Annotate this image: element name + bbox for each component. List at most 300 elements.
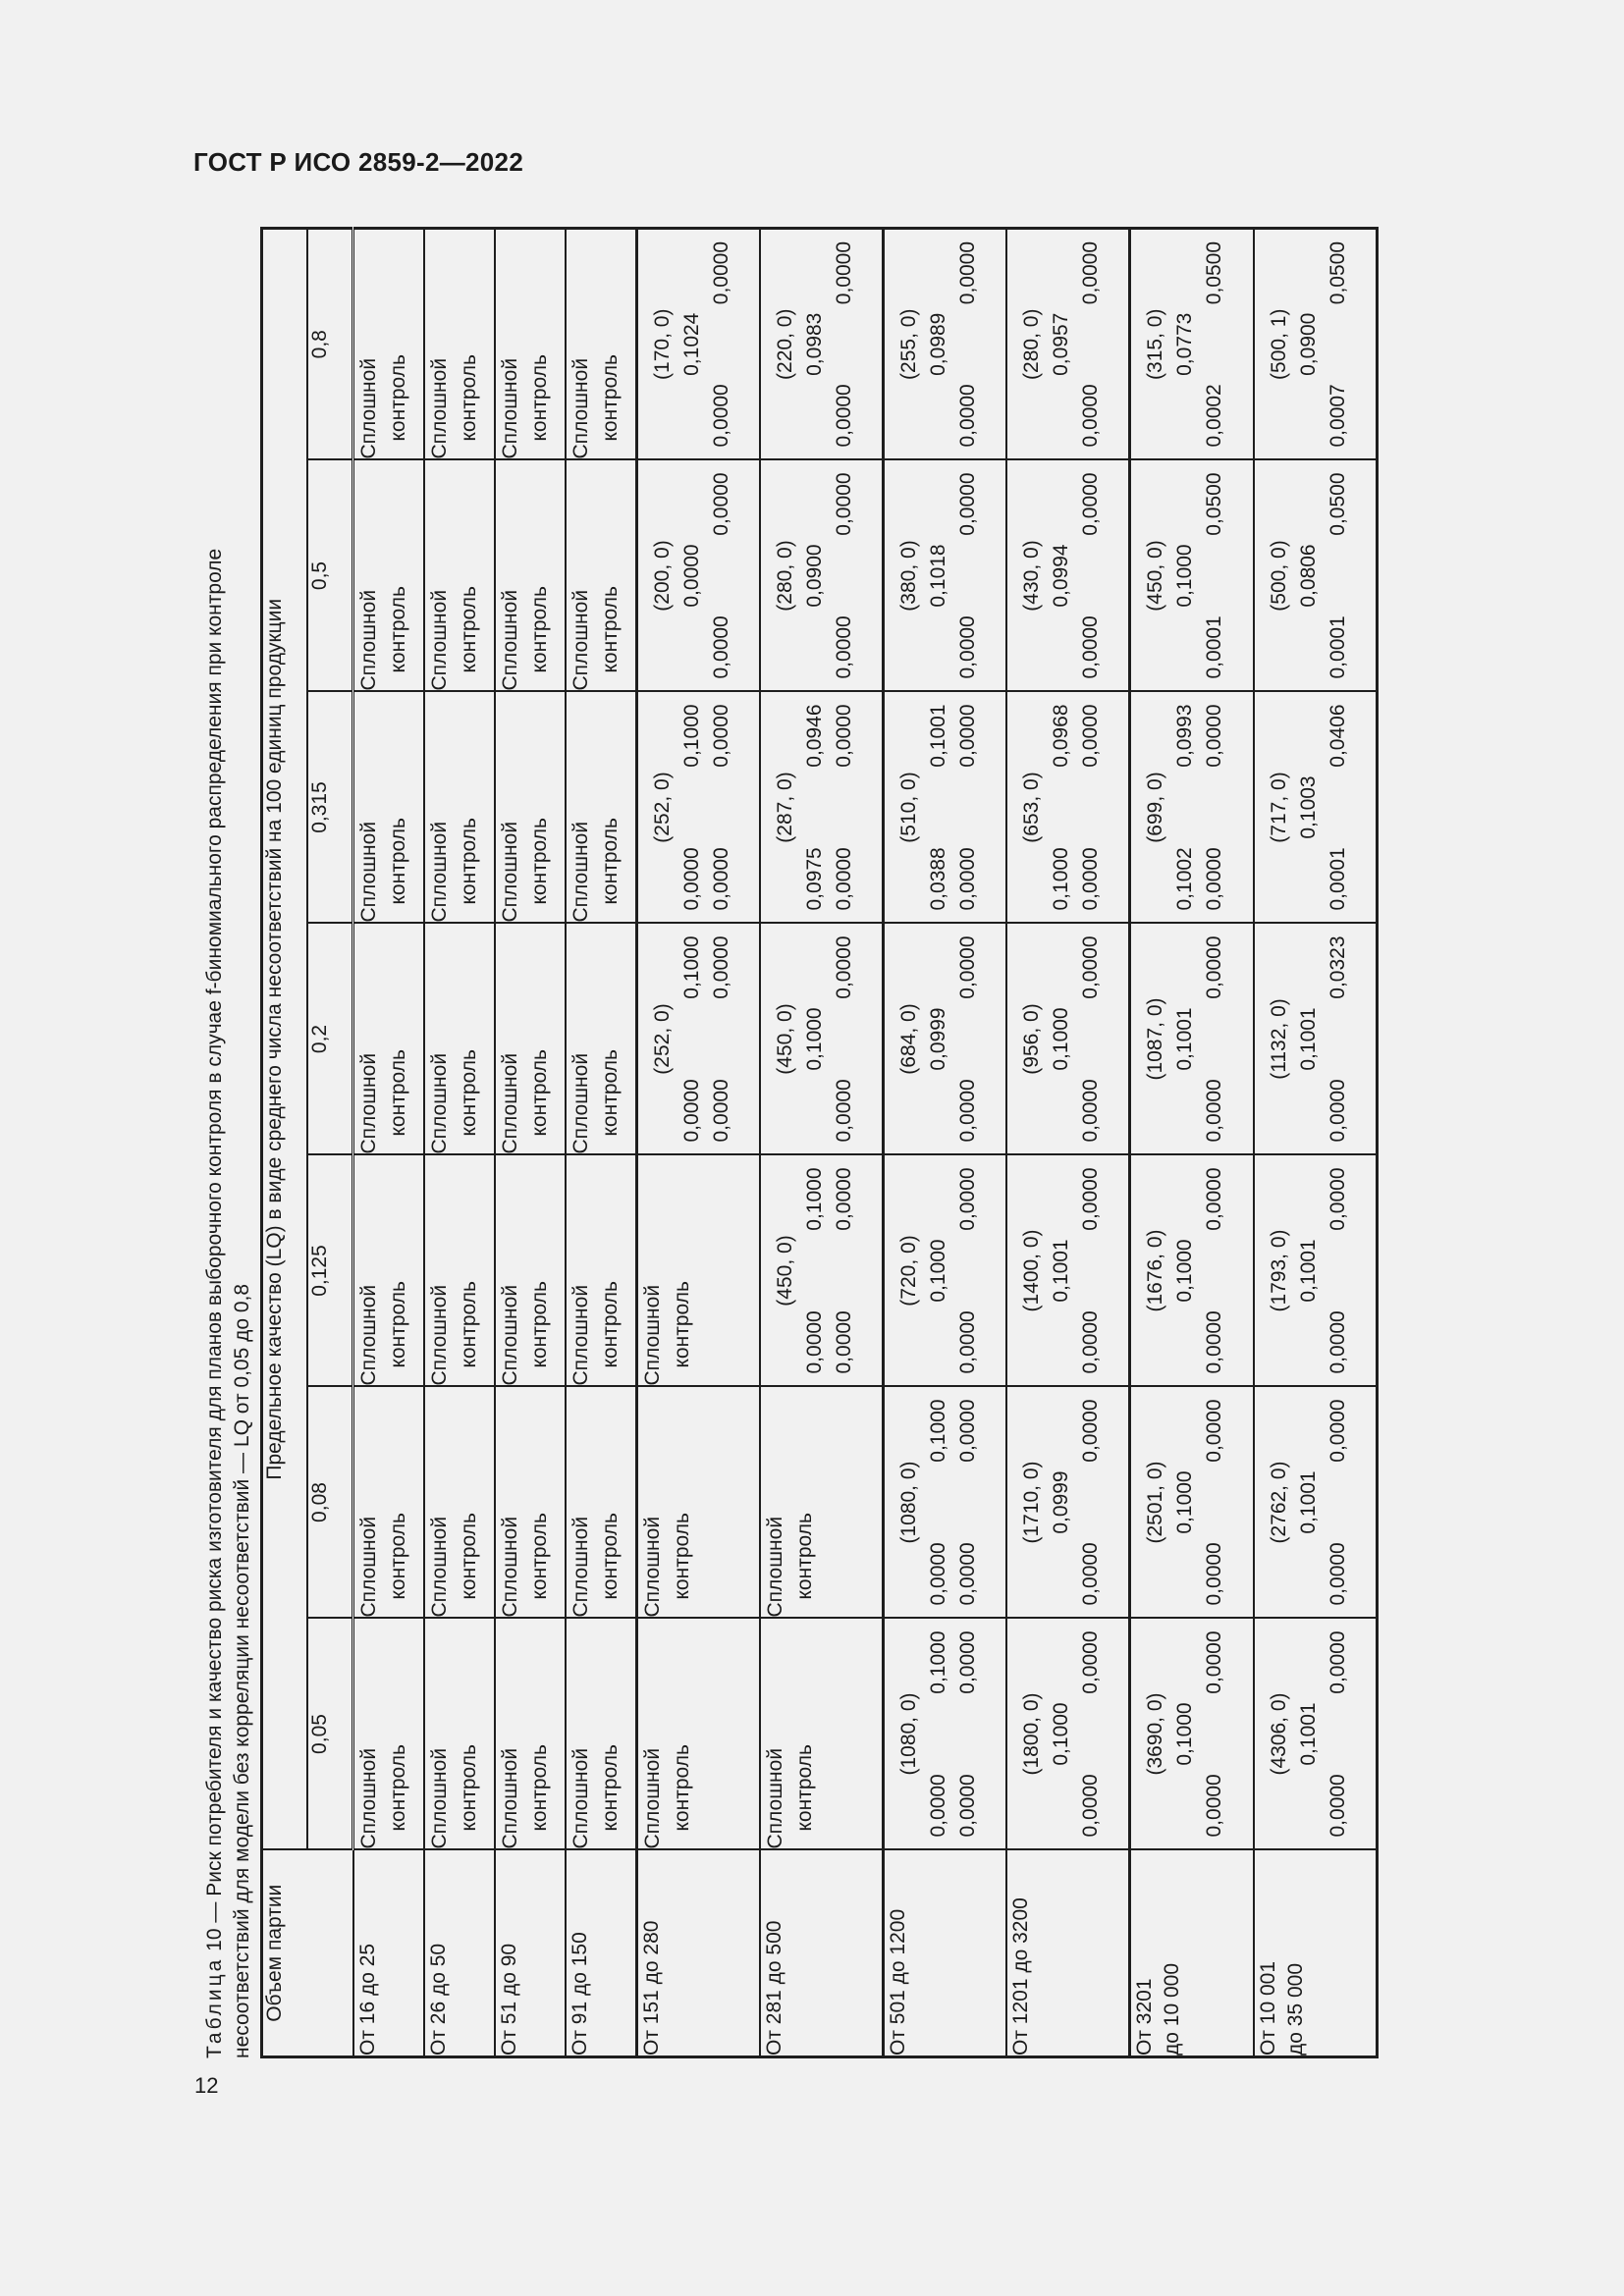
- lot-size-text: От 91 до 150: [568, 1932, 591, 2056]
- lq-column-header: 0,5: [307, 460, 353, 692]
- full-control-line2: контроль: [792, 1744, 816, 1832]
- sampling-plan-nc: (2501, 0): [1144, 1461, 1167, 1544]
- lot-size-cell: [495, 1850, 566, 2057]
- sampling-plan-nc: (4306, 0): [1267, 1692, 1290, 1776]
- lot-size-text: до 35 000: [1283, 1963, 1307, 2056]
- producer-quality-right: 0,0000: [1203, 704, 1226, 768]
- full-control-line2: контроль: [527, 354, 551, 442]
- lq-column-header: 0,05: [307, 1619, 353, 1850]
- table-container: [260, 228, 1379, 2058]
- consumer-risk-value: 0,1000: [927, 1239, 949, 1303]
- lot-size-cell: [884, 1850, 1007, 2057]
- sampling-plan-cell: [636, 229, 760, 460]
- plan-values: [638, 461, 759, 691]
- full-control-line2: контроль: [598, 1281, 622, 1368]
- producer-quality-right: 0,0000: [956, 935, 979, 999]
- risk-value-right: 0,0946: [802, 704, 826, 768]
- sampling-plan-nc: (720, 0): [897, 1235, 920, 1307]
- producer-quality-right: 0,0000: [1079, 1630, 1103, 1694]
- sampling-plan-nc: (450, 0): [773, 1235, 796, 1307]
- plan-values: [1255, 461, 1376, 691]
- producer-quality-right: 0,0000: [1326, 1399, 1349, 1463]
- sampling-plan-nc: (684, 0): [897, 1003, 920, 1075]
- table-row: [884, 229, 1007, 2057]
- lot-size-text: От 151 до 280: [639, 1920, 663, 2056]
- plan-values: [761, 461, 882, 691]
- sampling-plan-cell: [760, 229, 884, 460]
- producer-quality-right: 0,0000: [1079, 241, 1103, 305]
- sampling-plan-nc: (500, 0): [1267, 540, 1290, 612]
- sampling-plan-cell: [1254, 692, 1378, 924]
- full-control-line1: Сплошной: [568, 1747, 592, 1849]
- full-control-cell: [566, 1387, 636, 1619]
- plan-values: [885, 693, 1005, 923]
- sampling-plan-cell: [1130, 1387, 1254, 1619]
- plan-values: [1255, 230, 1376, 459]
- producer-quality-left: 0,0000: [956, 615, 979, 679]
- full-control-line2: контроль: [598, 1513, 622, 1600]
- full-control-line2: контроль: [598, 1049, 622, 1137]
- sampling-plan-cell: [636, 924, 760, 1155]
- sampling-plan-cell: [760, 924, 884, 1155]
- lot-size-text: От 51 до 90: [497, 1943, 520, 2056]
- consumer-risk-value: 0,1001: [1296, 1239, 1320, 1303]
- full-control-line2: контроль: [670, 1744, 693, 1832]
- table-row: [353, 229, 424, 2057]
- consumer-risk-value: 0,1018: [927, 544, 949, 608]
- full-control-cell: [566, 229, 636, 460]
- producer-quality-right: 0,0000: [1079, 1167, 1103, 1231]
- lot-size-cell: [1130, 1850, 1254, 2057]
- sampling-plan-nc: (200, 0): [650, 540, 674, 612]
- full-control-line1: Сплошной: [640, 1747, 664, 1849]
- sampling-plan-nc: (2762, 0): [1267, 1461, 1290, 1544]
- full-control-line2: контроль: [387, 1281, 409, 1368]
- table-row: [636, 229, 760, 2057]
- risk-value-right: 0,1000: [927, 1399, 949, 1463]
- lq-column-header: 0,125: [307, 1155, 353, 1387]
- consumer-risk-value: 0,1003: [1296, 775, 1320, 839]
- plan-values: [1255, 1620, 1376, 1849]
- sampling-plan-cell: [1130, 1155, 1254, 1387]
- producer-quality-right: 0,0000: [1079, 1399, 1103, 1463]
- producer-quality-left: 0,0000: [1326, 1542, 1349, 1606]
- full-control-line2: контроль: [598, 586, 622, 673]
- sampling-plan-nc: (1087, 0): [1144, 997, 1167, 1081]
- lq-column-header: 0,08: [307, 1387, 353, 1619]
- risk-value-left: 0,0000: [679, 1079, 703, 1143]
- full-control-cell: [566, 460, 636, 692]
- lot-size-text: От 281 до 500: [762, 1920, 785, 2056]
- plan-values: [1007, 1620, 1128, 1849]
- producer-quality-right: 0,0406: [1326, 704, 1349, 768]
- plan-values: [1007, 1388, 1128, 1618]
- producer-quality-right: 0,0000: [832, 241, 855, 305]
- producer-quality-right: 0,0323: [1326, 935, 1349, 999]
- producer-quality-right: 0,0000: [1079, 935, 1103, 999]
- lot-size-cell: [1006, 1850, 1130, 2057]
- producer-quality-right: 0,0000: [956, 1399, 979, 1463]
- full-control-line2: контроль: [457, 1744, 480, 1832]
- risk-value-left: 0,0000: [679, 847, 703, 911]
- plan-values: [638, 693, 759, 923]
- sampling-plan-cell: [1254, 460, 1378, 692]
- full-control-line2: контроль: [792, 1513, 816, 1600]
- producer-quality-left: 0,0000: [1203, 1079, 1226, 1143]
- table-row: [495, 229, 566, 2057]
- sampling-plan-nc: (1793, 0): [1267, 1229, 1290, 1312]
- full-control-cell: [424, 692, 495, 924]
- producer-quality-left: 0,0000: [1079, 615, 1103, 679]
- producer-quality-right: 0,0000: [1326, 1630, 1349, 1694]
- full-control-line1: Сплошной: [568, 1284, 592, 1386]
- risk-value-left: 0,0000: [927, 1542, 949, 1606]
- plan-values: [761, 230, 882, 459]
- producer-quality-left: 0,0000: [1079, 1774, 1103, 1838]
- plan-values: [1007, 1156, 1128, 1386]
- lot-size-text: От 26 до 50: [426, 1943, 450, 2056]
- full-control-line2: контроль: [457, 354, 480, 442]
- risk-value-left: 0,1002: [1173, 847, 1197, 911]
- producer-quality-right: 0,0000: [709, 241, 732, 305]
- full-control-line2: контроль: [457, 818, 480, 905]
- consumer-risk-value: 0,1001: [1296, 1470, 1320, 1534]
- table-row: [1254, 229, 1378, 2057]
- sampling-plan-cell: [884, 460, 1007, 692]
- full-control-line1: Сплошной: [568, 1516, 592, 1618]
- producer-quality-right: 0,0000: [709, 704, 732, 768]
- full-control-line1: Сплошной: [498, 357, 521, 459]
- full-control-cell: [760, 1387, 884, 1619]
- producer-quality-left: 0,0000: [709, 384, 732, 448]
- risk-value-right: 0,0968: [1050, 704, 1073, 768]
- plan-values: [1131, 1388, 1252, 1618]
- producer-quality-left: 0,0000: [1326, 1774, 1349, 1838]
- sampling-plan-nc: (252, 0): [650, 1003, 674, 1075]
- producer-quality-right: 0,0000: [709, 472, 732, 536]
- producer-quality-right: 0,0000: [1203, 935, 1226, 999]
- sampling-plan-nc: (1400, 0): [1020, 1229, 1044, 1312]
- sampling-plan-nc: (450, 0): [1144, 540, 1167, 612]
- document-header: ГОСТ Р ИСО 2859-2—2022: [193, 147, 524, 177]
- consumer-risk-value: 0,0957: [1050, 312, 1073, 376]
- sampling-plan-cell: [1006, 1387, 1130, 1619]
- producer-quality-left: 0,0000: [1079, 847, 1103, 911]
- full-control-line1: Сплошной: [640, 1516, 664, 1618]
- full-control-line1: Сплошной: [357, 357, 380, 459]
- full-control-line1: Сплошной: [427, 1052, 451, 1154]
- risk-value-left: 0,0000: [802, 1310, 826, 1374]
- sampling-plan-nc: (280, 0): [1020, 308, 1044, 380]
- producer-quality-left: 0,0000: [832, 1079, 855, 1143]
- full-control-line1: Сплошной: [498, 1516, 521, 1618]
- full-control-line1: Сплошной: [427, 1747, 451, 1849]
- producer-quality-left: 0,0000: [956, 1774, 979, 1838]
- full-control-line1: Сплошной: [357, 1284, 380, 1386]
- producer-quality-right: 0,0000: [1203, 1630, 1226, 1694]
- producer-quality-left: 0,0000: [956, 1079, 979, 1143]
- risk-value-left: 0,0000: [927, 1774, 949, 1838]
- producer-quality-right: 0,0000: [832, 472, 855, 536]
- producer-quality-left: 0,0000: [709, 847, 732, 911]
- sampling-plan-cell: [636, 460, 760, 692]
- consumer-risk-value: 0,1000: [1050, 1007, 1073, 1071]
- consumer-risk-value: 0,1024: [679, 312, 703, 376]
- full-control-cell: [353, 460, 424, 692]
- producer-quality-right: 0,0500: [1203, 472, 1226, 536]
- lot-size-cell: [566, 1850, 636, 2057]
- full-control-line2: контроль: [457, 586, 480, 673]
- plan-values: [885, 1156, 1005, 1386]
- plan-values: [1131, 230, 1252, 459]
- lot-size-header: Объем партии: [262, 1850, 353, 2057]
- full-control-cell: [495, 924, 566, 1155]
- full-control-line2: контроль: [527, 818, 551, 905]
- full-control-cell: [353, 1387, 424, 1619]
- producer-quality-right: 0,0000: [956, 1167, 979, 1231]
- caption-label: Таблица: [203, 1956, 226, 2058]
- full-control-line1: Сплошной: [427, 357, 451, 459]
- full-control-cell: [424, 460, 495, 692]
- producer-quality-left: 0,0001: [1326, 615, 1349, 679]
- lq-column-header: 0,8: [307, 229, 353, 460]
- plan-values: [1007, 693, 1128, 923]
- sampling-plan-cell: [884, 229, 1007, 460]
- lot-size-cell: [636, 1850, 760, 2057]
- sampling-plan-cell: [884, 924, 1007, 1155]
- sampling-plan-nc: (380, 0): [897, 540, 920, 612]
- sampling-plan-cell: [760, 1155, 884, 1387]
- sampling-plan-nc: (280, 0): [773, 540, 796, 612]
- producer-quality-left: 0,0000: [1079, 1079, 1103, 1143]
- sampling-plan-cell: [1006, 1619, 1130, 1850]
- full-control-cell: [566, 692, 636, 924]
- sampling-plan-cell: [1130, 924, 1254, 1155]
- table-row: [1130, 229, 1254, 2057]
- full-control-line1: Сплошной: [427, 1516, 451, 1618]
- consumer-risk-value: 0,0989: [927, 312, 949, 376]
- plan-values: [1007, 461, 1128, 691]
- lot-size-cell: [353, 1850, 424, 2057]
- sampling-plan-nc: (699, 0): [1144, 772, 1167, 843]
- producer-quality-left: 0,0000: [832, 847, 855, 911]
- producer-quality-left: 0,0000: [1203, 1774, 1226, 1838]
- risk-value-left: 0,0975: [802, 847, 826, 911]
- sampling-plan-cell: [884, 1387, 1007, 1619]
- producer-quality-left: 0,0007: [1326, 384, 1349, 448]
- risk-value-right: 0,1000: [802, 1167, 826, 1231]
- producer-quality-right: 0,0000: [1203, 1399, 1226, 1463]
- full-control-line1: Сплошной: [763, 1516, 786, 1618]
- full-control-line2: контроль: [457, 1049, 480, 1137]
- producer-quality-right: 0,0000: [956, 1630, 979, 1694]
- plan-values: [1255, 693, 1376, 923]
- full-control-line1: Сплошной: [568, 821, 592, 923]
- full-control-line1: Сплошной: [568, 589, 592, 691]
- sampling-plan-cell: [1006, 692, 1130, 924]
- full-control-cell: [424, 1387, 495, 1619]
- producer-quality-left: 0,0000: [1203, 1542, 1226, 1606]
- consumer-risk-value: 0,1001: [1050, 1239, 1073, 1303]
- full-control-cell: [353, 924, 424, 1155]
- sampling-plan-cell: [884, 692, 1007, 924]
- plan-values: [885, 925, 1005, 1154]
- sampling-plan-nc: (170, 0): [650, 308, 674, 380]
- producer-quality-right: 0,0500: [1326, 472, 1349, 536]
- full-control-line1: Сплошной: [357, 589, 380, 691]
- full-control-cell: [424, 924, 495, 1155]
- full-control-line1: Сплошной: [427, 589, 451, 691]
- producer-quality-left: 0,0000: [709, 615, 732, 679]
- full-control-cell: [424, 1619, 495, 1850]
- full-control-cell: [495, 460, 566, 692]
- sampling-plan-cell: [1130, 1619, 1254, 1850]
- lot-size-cell: [760, 1850, 884, 2057]
- full-control-line2: контроль: [387, 1744, 409, 1832]
- full-control-line2: контроль: [598, 1744, 622, 1832]
- full-control-line2: контроль: [527, 1049, 551, 1137]
- full-control-line1: Сплошной: [427, 1284, 451, 1386]
- producer-quality-left: 0,0001: [1203, 615, 1226, 679]
- full-control-cell: [566, 1619, 636, 1850]
- consumer-risk-value: 0,1000: [1173, 544, 1197, 608]
- sampling-plan-nc: (255, 0): [897, 308, 920, 380]
- producer-quality-right: 0,0000: [1326, 1167, 1349, 1231]
- sampling-plan-cell: [1130, 692, 1254, 924]
- sampling-plan-nc: (653, 0): [1020, 772, 1044, 843]
- full-control-line1: Сплошной: [498, 1284, 521, 1386]
- consumer-risk-value: 0,0900: [802, 544, 826, 608]
- producer-quality-left: 0,0000: [832, 615, 855, 679]
- producer-quality-left: 0,0000: [956, 384, 979, 448]
- producer-quality-right: 0,0000: [832, 704, 855, 768]
- risk-value-right: 0,1000: [679, 935, 703, 999]
- consumer-risk-value: 0,0999: [927, 1007, 949, 1071]
- sampling-plan-nc: (287, 0): [773, 772, 796, 843]
- full-control-cell: [760, 1619, 884, 1850]
- lq-column-header: 0,2: [307, 924, 353, 1155]
- full-control-line2: контроль: [387, 818, 409, 905]
- sampling-plan-cell: [1254, 1619, 1378, 1850]
- consumer-risk-value: 0,1000: [1173, 1470, 1197, 1534]
- plan-values: [1007, 925, 1128, 1154]
- table-body: [353, 229, 1378, 2057]
- producer-quality-left: 0,0000: [1079, 384, 1103, 448]
- full-control-cell: [495, 1155, 566, 1387]
- table-row: [1006, 229, 1130, 2057]
- plan-values: [1255, 1388, 1376, 1618]
- consumer-risk-value: 0,0983: [802, 312, 826, 376]
- sampling-plan-cell: [1006, 924, 1130, 1155]
- caption-number: 10: [203, 1928, 226, 1951]
- lot-size-cell: [1254, 1850, 1378, 2057]
- lq-risk-table: [260, 227, 1379, 2058]
- full-control-cell: [353, 1619, 424, 1850]
- producer-quality-left: 0,0000: [1203, 847, 1226, 911]
- plan-values: [761, 925, 882, 1154]
- full-control-cell: [353, 692, 424, 924]
- full-control-cell: [495, 692, 566, 924]
- full-control-line2: контроль: [457, 1513, 480, 1600]
- sampling-plan-nc: (430, 0): [1020, 540, 1044, 612]
- consumer-risk-value: 0,1000: [802, 1007, 826, 1071]
- plan-values: [885, 1620, 1005, 1849]
- caption-line2: несоответствий для модели без корреляции несоответствий — LQ от 0,05 до 0,8: [231, 1283, 253, 2058]
- sampling-plan-nc: (1676, 0): [1144, 1229, 1167, 1312]
- sampling-plan-cell: [884, 1155, 1007, 1387]
- producer-quality-left: 0,0000: [832, 1310, 855, 1374]
- plan-values: [885, 230, 1005, 459]
- full-control-line1: Сплошной: [357, 1052, 380, 1154]
- caption-line1: — Риск потребителя и качество риска изготовителя для планов выборочного контроля в случае f-биномиального распределения при контроле: [203, 548, 226, 1929]
- producer-quality-left: 0,0000: [1203, 1310, 1226, 1374]
- consumer-risk-value: 0,1000: [1050, 1702, 1073, 1766]
- lot-size-cell: [424, 1850, 495, 2057]
- plan-values: [1131, 461, 1252, 691]
- full-control-line2: контроль: [527, 586, 551, 673]
- full-control-cell: [566, 924, 636, 1155]
- producer-quality-right: 0,0000: [832, 935, 855, 999]
- full-control-cell: [495, 1387, 566, 1619]
- full-control-line2: контроль: [527, 1281, 551, 1368]
- full-control-cell: [636, 1155, 760, 1387]
- sampling-plan-cell: [636, 692, 760, 924]
- consumer-risk-value: 0,1000: [1173, 1702, 1197, 1766]
- full-control-line2: контроль: [598, 818, 622, 905]
- producer-quality-right: 0,0000: [1079, 704, 1103, 768]
- producer-quality-left: 0,0000: [1079, 1542, 1103, 1606]
- lot-size-text: От 10 001: [1256, 1960, 1279, 2056]
- producer-quality-right: 0,0000: [956, 704, 979, 768]
- sampling-plan-cell: [1254, 924, 1378, 1155]
- producer-quality-right: 0,0500: [1203, 241, 1226, 305]
- producer-quality-left: 0,0000: [709, 1079, 732, 1143]
- sampling-plan-nc: (315, 0): [1144, 308, 1167, 380]
- sampling-plan-nc: (450, 0): [773, 1003, 796, 1075]
- plan-values: [638, 230, 759, 459]
- full-control-line1: Сплошной: [357, 1516, 380, 1618]
- sampling-plan-nc: (717, 0): [1267, 772, 1290, 843]
- consumer-risk-value: 0,0994: [1050, 544, 1073, 608]
- full-control-line2: контроль: [387, 1513, 409, 1600]
- lq-column-header: 0,315: [307, 692, 353, 924]
- full-control-cell: [636, 1619, 760, 1850]
- plan-values: [1255, 925, 1376, 1154]
- sampling-plan-cell: [1254, 1155, 1378, 1387]
- full-control-cell: [424, 229, 495, 460]
- risk-value-right: 0,1000: [679, 704, 703, 768]
- plan-values: [638, 925, 759, 1154]
- full-control-line1: Сплошной: [498, 589, 521, 691]
- sampling-plan-cell: [760, 460, 884, 692]
- full-control-line1: Сплошной: [568, 1052, 592, 1154]
- full-control-line2: контроль: [387, 354, 409, 442]
- plan-values: [885, 461, 1005, 691]
- consumer-risk-value: 0,1001: [1296, 1007, 1320, 1071]
- lot-size-text: до 10 000: [1161, 1963, 1184, 2056]
- producer-quality-left: 0,0000: [956, 1542, 979, 1606]
- lot-size-text: От 501 до 1200: [887, 1908, 909, 2056]
- sampling-plan-cell: [1006, 1155, 1130, 1387]
- sampling-plan-nc: (500, 1): [1267, 308, 1290, 380]
- risk-value-right: 0,0993: [1173, 704, 1197, 768]
- consumer-risk-value: 0,0806: [1296, 544, 1320, 608]
- producer-quality-left: 0,0000: [832, 384, 855, 448]
- producer-quality-left: 0,0000: [956, 847, 979, 911]
- full-control-cell: [566, 1155, 636, 1387]
- full-control-cell: [495, 229, 566, 460]
- full-control-line1: Сплошной: [568, 357, 592, 459]
